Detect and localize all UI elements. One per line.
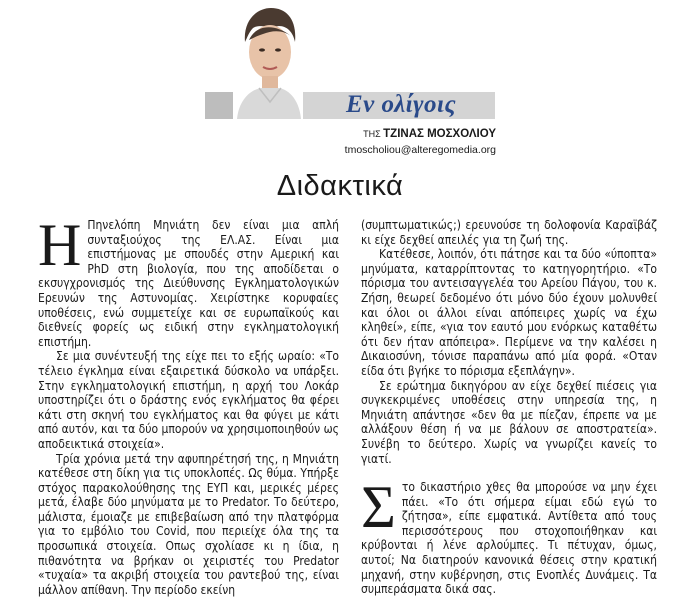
article-column-right	[361, 218, 657, 597]
author-byline	[0, 128, 496, 140]
article-headline: Διδακτικά	[0, 170, 680, 203]
author-name: ΤΖΙΝΑΣ ΜΟΣΧΟΛΙΟΥ	[383, 128, 496, 140]
paragraph	[38, 218, 339, 349]
column-title: Εν ολίγοις	[346, 91, 456, 119]
drop-cap: Σ	[361, 483, 396, 533]
article-column-left	[38, 218, 339, 597]
paragraph: Κατέθεσε, λοιπόν, ότι πάτησε και τα δύο «ύποπτα» μηνύματα, καταρρίπτοντας το κατηγορητήριο. «Το πόρισμα του αντεισαγγελέα του Αρείου Πάγου, του κ. Ζήση, θεωρεί δεδομένο ότι μόνο δύο έχουν μολυνθεί και όλοι οι άλλοι είναι απόπειρες χωρίς να έχω κληθεί», είπε, «για τον εαυτό μου ενόρκως καταθέτω ότι δεν ήταν απόπειρα». Περίμενε να την καλέσει η Δικαιοσύνη, τόνισε παραπάνω από μία φορά. «Οταν είδα ότι βγήκε το πόρισμα εξεπλάγην».	[361, 247, 657, 378]
author-portrait	[233, 2, 303, 119]
section-gap	[361, 466, 657, 480]
paragraph: Σε μια συνέντευξή της είχε πει το εξής ωραίο: «Το τέλειο έγκλημα είναι εξαιρετικά δύσκολο να υπάρξει. Στην εγκληματολογική επιστήμη, η αρχή του Λοκάρ υποστηρίζει ότι ο δράστης ενός εγκλήματος θα φέρει κάτι στη σκηνή του εγκλήματος και θα φύγει με κάτι από αυτόν, και τα δύο μπορούν να χρησιμοποιηθούν ως αποδεικτικά στοιχεία».	[38, 349, 339, 451]
paragraph-text: το δικαστήριο χθες θα μπορούσε να μην έχει πάει. «Το ότι σήμερα είμαι εδώ εγώ το ζήτησα», είπε εμφατικά. Αντίθετα από τους περισσότερους που στοχοποιήθηκαν και κρύβονται ή λένε αρλούμπες. Τι πέτυχαν, όμως, αυτοί; Να διατηρούν κανονικά θέσεις στην κρατική μηχανή, στην κυβέρνηση, στις Ενοπλές Δυνάμεις. Τα συμπεράσματα δικά σας.	[361, 480, 657, 596]
paragraph: Τρία χρόνια μετά την αφυπηρέτησή της, η Μηνιάτη κατέθεσε στη δίκη για τις υποκλοπές. Ως θύμα. Υπήρξε στόχος παρακολούθησης της ΕΥΠ και, μερικές μέρες μετά, έλαβε δύο μηνύματα με το Predator. Το δεύτερο, μάλιστα, έμοιαζε με επιβεβαίωση από την πλατφόρμα για το εμβόλιο του Covid, που περιείχε όλα της τα προσωπικά στοιχεία. Οπως σχολίασε κι η ίδια, η πιθανότητα να βρήκαν οι χειριστές του Predator «τυχαία» τα ακριβή στοιχεία του ραντεβού της, είναι μάλλον απίθανη. Την περίοδο εκείνη	[38, 452, 339, 597]
paragraph-text: Πηνελόπη Μηνιάτη δεν είναι μια απλή συνταξιούχος της ΕΛ.ΑΣ. Είναι μια επιστήμονας με σπουδές στην Αμερική και PhD στη βιολογία, που της αποδίδεται ο εκσυγχρονισμός της Διεύθυνσης Εγκληματολογικών Ερευνών της Αστυνομίας. Χειρίστηκε κορυφαίες υποθέσεις, ενώ συμμετείχε και σε ευρωπαϊκούς και διεθνείς φορείς ως ειδική στην εγκληματολογική επιστήμη.	[38, 218, 339, 349]
paragraph: Σε ερώτημα δικηγόρου αν είχε δεχθεί πιέσεις για συγκεκριμένες υποθέσεις στην υπηρεσία της, η Μηνιάτη απάντησε «δεν θα με πίεζαν, έπρεπε να με αλλάξουν θέση ή να με βάλουν σε αποστρατεία». Συνέβη το δεύτερο. Χωρίς να γνωρίζει κανείς το γιατί.	[361, 379, 657, 467]
paragraph: (συμπτωματικώς;) ερευνούσε τη δολοφονία Καραϊβάζ κι είχε δεχθεί απειλές για τη ζωή της.	[361, 218, 657, 247]
byline-prefix: ΤΗΣ	[363, 129, 383, 139]
drop-cap: Η	[38, 221, 81, 271]
paragraph	[361, 480, 657, 597]
author-email: tmoscholiou@alteregomedia.org	[0, 144, 496, 156]
